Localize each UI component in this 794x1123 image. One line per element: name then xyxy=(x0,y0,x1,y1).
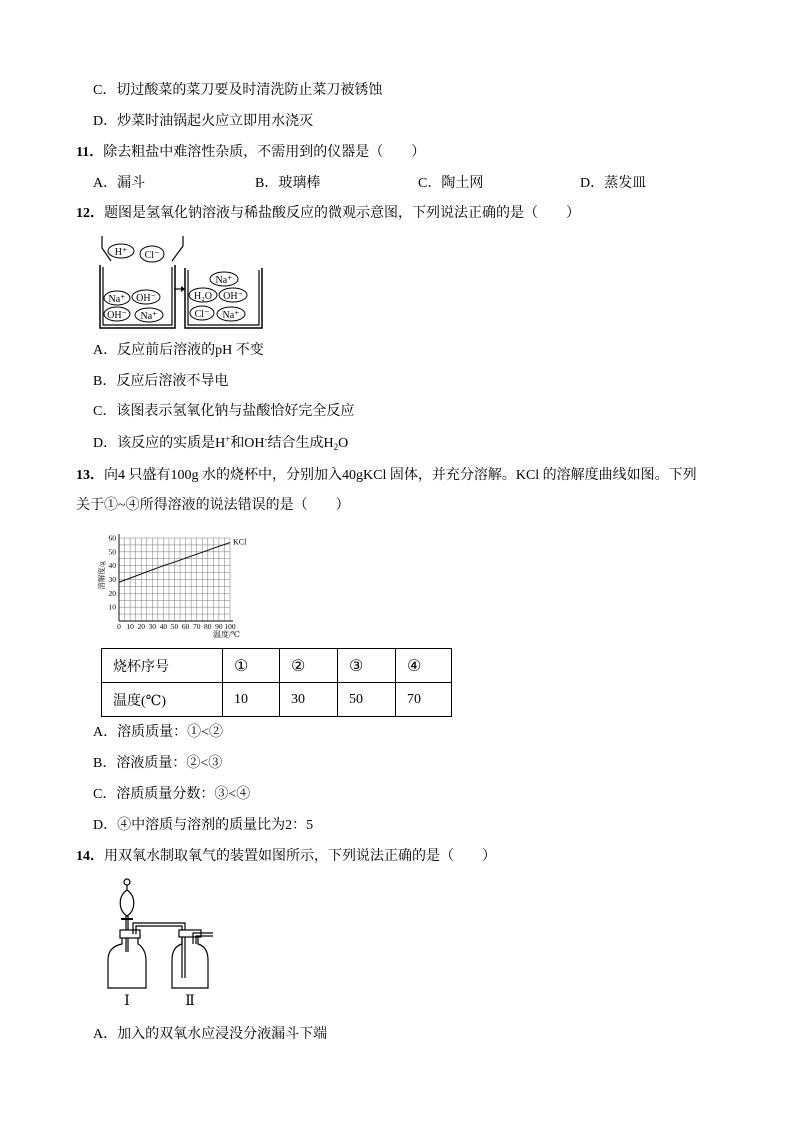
molecule-label: H₂O xyxy=(194,291,212,302)
subscript: 2 xyxy=(333,442,339,452)
bottle-2-label: Ⅱ xyxy=(185,994,195,1009)
ion-label: Cl⁻ xyxy=(194,309,210,320)
q13-option-c: C．溶质质量分数：③<④ xyxy=(93,787,251,802)
q13-option-d: D．④中溶质与溶剂的质量比为2：5 xyxy=(93,818,314,833)
q13-stem-line1 xyxy=(76,466,697,486)
x-tick-label: 0 xyxy=(117,622,121,631)
neutralization-diagram xyxy=(95,234,270,332)
y-tick-label: 20 xyxy=(108,588,116,598)
q13-option-a: A．溶质质量：①<② xyxy=(93,725,224,740)
q11-option-d: D．蒸发皿 xyxy=(580,176,647,191)
question-number: 13． xyxy=(76,468,104,483)
y-tick-label: 30 xyxy=(108,575,116,584)
table-cell: ② xyxy=(280,649,338,683)
x-tick-label: 20 xyxy=(137,622,145,631)
question-number: 14． xyxy=(76,849,104,864)
q11-option-a: A．漏斗 xyxy=(93,176,146,191)
x-tick-label: 50 xyxy=(170,622,179,631)
q10-option-d: D．炒菜时油锅起火应立即用水浇灭 xyxy=(93,114,314,129)
x-tick-label: 10 xyxy=(126,622,134,631)
ion-label: Na⁺ xyxy=(222,310,240,321)
q12-option-c: C．该图表示氢氧化钠与盐酸恰好完全反应 xyxy=(93,404,355,419)
table-cell: ③ xyxy=(338,649,396,683)
option-text: 结合生成H xyxy=(267,436,334,451)
y-tick-label: 40 xyxy=(108,561,116,571)
superscript: + xyxy=(225,434,231,444)
bottle-1-stopper xyxy=(120,930,140,938)
oxygen-apparatus-diagram xyxy=(100,878,220,1014)
delivery-tube xyxy=(133,923,185,978)
table-row xyxy=(102,683,452,717)
table-cell: ④ xyxy=(396,649,452,683)
pouring-vessel-right-wall xyxy=(172,236,183,261)
ion-label: OH⁻ xyxy=(107,310,127,321)
option-text: O xyxy=(338,436,349,451)
ion-label: OH⁻ xyxy=(136,293,156,304)
table-cell: 烧杯序号 xyxy=(102,649,223,683)
y-tick-label: 10 xyxy=(108,602,116,612)
table-cell: ① xyxy=(223,649,280,683)
ion-label: Na⁺ xyxy=(140,311,158,322)
table-cell: 温度(℃) xyxy=(102,683,223,717)
funnel-stopper xyxy=(124,879,130,885)
q10-option-c: C．切过酸菜的菜刀要及时清洗防止菜刀被锈蚀 xyxy=(93,83,383,98)
q12-stem xyxy=(76,204,580,224)
ion-label: OH⁻ xyxy=(223,291,243,302)
x-tick-label: 60 xyxy=(181,622,190,631)
table-cell: 50 xyxy=(338,683,396,717)
x-tick-label: 80 xyxy=(204,622,212,631)
x-tick-label: 90 xyxy=(215,622,223,631)
question-text: 用双氧水制取氧气的装置如图所示，下列说法正确的是（ ） xyxy=(104,849,496,864)
question-text: 向4 只盛有100g 水的烧杯中，分别加入40gKCl 固体，并充分溶解。KCl 的溶解度曲线如图。下列 xyxy=(104,468,697,483)
series-label: KCl xyxy=(233,537,247,547)
ion-label: Na⁺ xyxy=(108,294,126,305)
beaker-temperature-table xyxy=(101,648,452,717)
q11-option-c: C．陶土网 xyxy=(418,176,484,191)
x-axis-label: 温度/℃ xyxy=(212,630,240,639)
y-tick-label: 50 xyxy=(108,547,116,557)
table-cell: 70 xyxy=(396,683,452,717)
kcl-solubility-chart xyxy=(96,530,256,642)
ion-label: H⁺ xyxy=(114,247,128,258)
q11-stem xyxy=(76,143,425,163)
bottle-1-label: Ⅰ xyxy=(124,994,130,1009)
q14-stem xyxy=(76,847,496,867)
bottle-1-body xyxy=(108,938,146,988)
q11-option-b: B．玻璃棒 xyxy=(255,176,321,191)
question-number: 12． xyxy=(76,206,104,221)
table-cell: 30 xyxy=(280,683,338,717)
superscript: - xyxy=(264,434,268,444)
question-number: 11． xyxy=(76,145,104,160)
q12-option-d xyxy=(93,434,348,454)
x-tick-label: 100 xyxy=(224,622,236,631)
option-text: 和OH xyxy=(230,436,265,451)
delivery-tube xyxy=(136,926,182,978)
y-axis-label: 溶解度/g xyxy=(97,561,106,590)
x-tick-label: 70 xyxy=(192,622,201,631)
separatory-funnel-bulb xyxy=(120,890,134,916)
q13-option-b: B．溶液质量：②<③ xyxy=(93,756,223,771)
question-text: 题图是氢氧化钠溶液与稀盐酸反应的微观示意图，下列说法正确的是（ ） xyxy=(104,206,580,221)
option-text: D．该反应的实质是H xyxy=(93,436,226,451)
q14-option-a: A．加入的双氧水应浸没分液漏斗下端 xyxy=(93,1027,328,1042)
question-text: 除去粗盐中难溶性杂质，不需用到的仪器是（ ） xyxy=(103,145,426,160)
y-tick-label: 60 xyxy=(108,533,116,543)
bottle-2-body xyxy=(172,937,208,988)
x-tick-label: 40 xyxy=(159,622,168,631)
x-tick-label: 30 xyxy=(148,622,157,631)
ion-label: Na⁺ xyxy=(215,275,233,286)
q12-option-b: B．反应后溶液不导电 xyxy=(93,374,229,389)
table-header-row xyxy=(102,649,452,683)
table-cell: 10 xyxy=(223,683,280,717)
q13-stem-line2: 关于①~④所得溶液的说法错误的是（ ） xyxy=(76,498,350,513)
ion-label: Cl⁻ xyxy=(144,250,160,261)
q12-option-a: A．反应前后溶液的pH 不变 xyxy=(93,343,264,358)
